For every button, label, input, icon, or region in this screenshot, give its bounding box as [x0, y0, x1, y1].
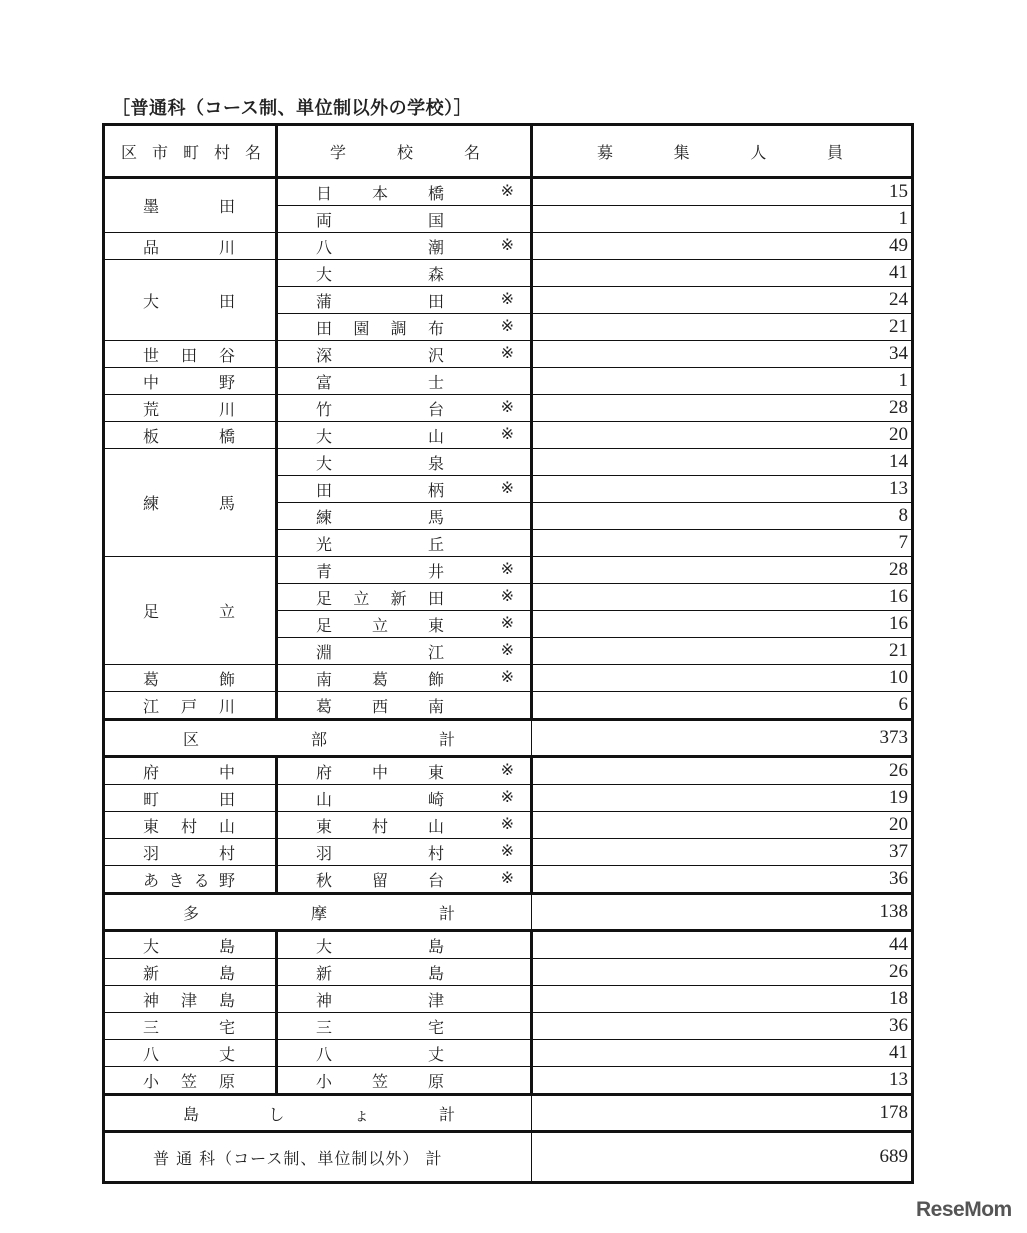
table-row: [104, 1013, 913, 1040]
reference-mark: ※: [500, 759, 514, 779]
grand-total-label: 普 通 科（コース制、単位制以外） 計: [153, 1148, 443, 1168]
municipality-name: 葛飾: [143, 669, 235, 689]
reference-mark: ※: [500, 342, 514, 362]
table-row: [104, 812, 913, 839]
resemom-logo: ReseMom: [916, 1198, 1012, 1221]
table-row: [104, 931, 913, 959]
municipality-name: 府中: [143, 762, 235, 782]
table-row: [104, 233, 913, 260]
recruitment-count: 44: [532, 931, 913, 959]
reference-mark: ※: [500, 813, 514, 833]
school-name: 府中東: [316, 762, 444, 782]
school-name: 羽村: [316, 843, 444, 863]
table-row: [104, 665, 913, 692]
recruitment-count: 26: [532, 757, 913, 785]
recruitment-count: 34: [532, 341, 913, 368]
reference-mark: ※: [500, 666, 514, 686]
recruitment-count: 1: [532, 206, 913, 233]
recruitment-count: 7: [532, 530, 913, 557]
table-row: [104, 557, 913, 584]
subtotal-label: 島しょ計: [183, 1104, 455, 1124]
municipality-name: 三宅: [143, 1017, 235, 1037]
school-name: 大泉: [316, 453, 444, 473]
recruitment-count: 49: [532, 233, 913, 260]
recruitment-count: 13: [532, 476, 913, 503]
municipality-name: 足立: [143, 602, 235, 621]
recruitment-count: 16: [532, 611, 913, 638]
municipality-name: あきる野: [143, 870, 235, 890]
recruitment-count: 6: [532, 692, 913, 720]
recruitment-count: 26: [532, 959, 913, 986]
municipality-name: 中野: [143, 372, 235, 392]
school-name: 大島: [316, 936, 444, 956]
school-name: 足立新田: [316, 588, 444, 608]
school-name: 新島: [316, 963, 444, 983]
school-name: 東村山: [316, 816, 444, 836]
reference-mark: ※: [500, 180, 514, 200]
municipality-name: 練馬: [143, 494, 235, 513]
table-row: [104, 178, 913, 206]
recruitment-count: 1: [532, 368, 913, 395]
grand-total-value: 689: [532, 1132, 913, 1183]
municipality-name: 荒川: [143, 399, 235, 419]
recruitment-count: 13: [532, 1067, 913, 1095]
subtotal-row: [104, 720, 913, 757]
recruitment-count: 19: [532, 785, 913, 812]
school-name: 大森: [316, 264, 444, 284]
reference-mark: ※: [500, 315, 514, 335]
table-row: [104, 839, 913, 866]
table-title: ［普通科（コース制、単位制以外の学校）］: [112, 98, 473, 119]
reference-mark: ※: [500, 477, 514, 497]
table-row: [104, 866, 913, 894]
recruitment-count: 10: [532, 665, 913, 692]
recruitment-count: 41: [532, 1040, 913, 1067]
recruitment-count: 21: [532, 638, 913, 665]
recruitment-table: [102, 123, 914, 1184]
header-row: [104, 125, 913, 178]
reference-mark: ※: [500, 585, 514, 605]
subtotal-row: [104, 1095, 913, 1132]
recruitment-count: 14: [532, 449, 913, 476]
municipality-name: 墨田: [143, 197, 235, 216]
subtotal-row: [104, 894, 913, 931]
municipality-name: 八丈: [143, 1044, 235, 1064]
municipality-name: 品川: [143, 237, 235, 257]
school-name: 練馬: [316, 507, 444, 527]
municipality-name: 小笠原: [143, 1071, 235, 1091]
recruitment-count: 16: [532, 584, 913, 611]
school-name: 南葛飾: [316, 669, 444, 689]
reference-mark: ※: [500, 288, 514, 308]
reference-mark: ※: [500, 612, 514, 632]
header-school: 学校名: [330, 142, 480, 162]
school-name: 葛西南: [316, 696, 444, 716]
reference-mark: ※: [500, 396, 514, 416]
school-name: 田柄: [316, 480, 444, 500]
recruitment-count: 28: [532, 557, 913, 584]
recruitment-count: 28: [532, 395, 913, 422]
recruitment-count: 20: [532, 422, 913, 449]
municipality-name: 世田谷: [143, 345, 235, 365]
school-name: 八潮: [316, 237, 444, 257]
table-row: [104, 1040, 913, 1067]
table-row: [104, 1067, 913, 1095]
reference-mark: ※: [500, 786, 514, 806]
municipality-name: 町田: [143, 789, 235, 809]
school-name: 富士: [316, 372, 444, 392]
subtotal-label: 区部計: [183, 729, 455, 749]
subtotal-value: 138: [532, 894, 913, 931]
table-row: [104, 260, 913, 287]
municipality-name: 東村山: [143, 816, 235, 836]
school-name: 蒲田: [316, 291, 444, 311]
table-row: [104, 395, 913, 422]
recruitment-count: 8: [532, 503, 913, 530]
school-name: 小笠原: [316, 1071, 444, 1091]
table-row: [104, 986, 913, 1013]
reference-mark: ※: [500, 234, 514, 254]
school-name: 秋留台: [316, 870, 444, 890]
school-name: 三宅: [316, 1017, 444, 1037]
recruitment-count: 24: [532, 287, 913, 314]
school-name: 山崎: [316, 789, 444, 809]
grand-total-row: [104, 1132, 913, 1183]
reference-mark: ※: [500, 840, 514, 860]
municipality-name: 大田: [143, 291, 235, 311]
table-row: [104, 757, 913, 785]
municipality-name: 神津島: [143, 990, 235, 1010]
recruitment-count: 15: [532, 178, 913, 206]
subtotal-label: 多摩計: [183, 903, 455, 923]
recruitment-count: 41: [532, 260, 913, 287]
school-name: 青井: [316, 561, 444, 581]
table-row: [104, 341, 913, 368]
school-name: 神津: [316, 990, 444, 1010]
table-row: [104, 368, 913, 395]
school-name: 八丈: [316, 1044, 444, 1064]
school-name: 光丘: [316, 534, 444, 554]
reference-mark: ※: [500, 423, 514, 443]
table-row: [104, 422, 913, 449]
municipality-name: 新島: [143, 963, 235, 983]
table-row: [104, 692, 913, 720]
school-name: 竹台: [316, 399, 444, 419]
recruitment-count: 20: [532, 812, 913, 839]
school-name: 田園調布: [316, 318, 444, 338]
recruitment-count: 37: [532, 839, 913, 866]
reference-mark: ※: [500, 867, 514, 887]
school-name: 淵江: [316, 642, 444, 662]
header-municipality: 区市町村名: [121, 142, 261, 162]
reference-mark: ※: [500, 639, 514, 659]
municipality-name: 江戸川: [143, 696, 235, 716]
school-name: 深沢: [316, 345, 444, 365]
table-row: [104, 959, 913, 986]
municipality-name: 羽村: [143, 843, 235, 863]
table-row: [104, 785, 913, 812]
recruitment-count: 36: [532, 1013, 913, 1040]
recruitment-count: 36: [532, 866, 913, 894]
subtotal-value: 178: [532, 1095, 913, 1132]
school-name: 足立東: [316, 615, 444, 635]
header-count: 募集人員: [597, 142, 843, 162]
subtotal-value: 373: [532, 720, 913, 757]
municipality-name: 板橋: [143, 426, 235, 446]
reference-mark: ※: [500, 558, 514, 578]
recruitment-count: 18: [532, 986, 913, 1013]
recruitment-count: 21: [532, 314, 913, 341]
school-name: 両国: [316, 210, 444, 230]
school-name: 大山: [316, 426, 444, 446]
municipality-name: 大島: [143, 936, 235, 956]
table-row: [104, 449, 913, 476]
school-name: 日本橋: [316, 183, 444, 203]
